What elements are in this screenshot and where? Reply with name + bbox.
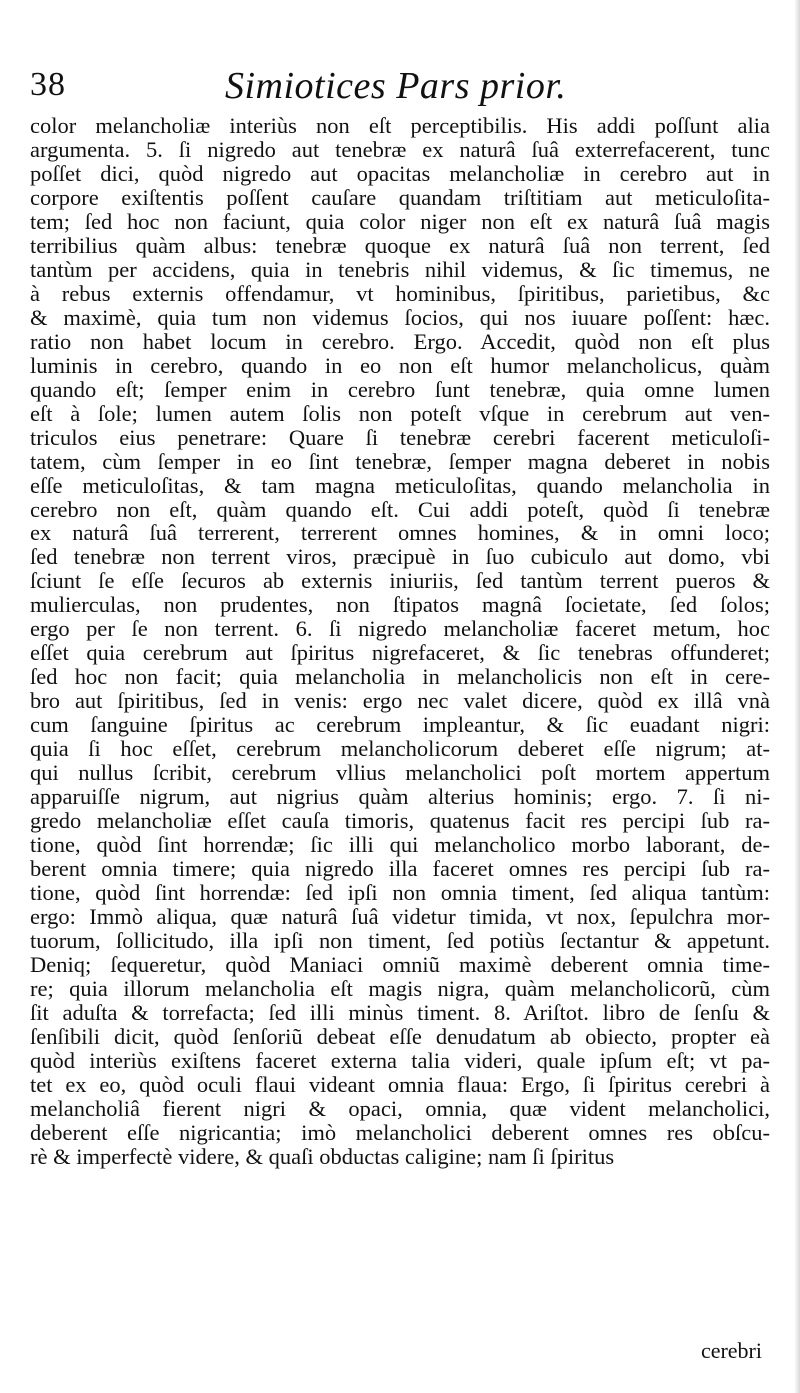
text-line: tatem, cùm ſemper in eo ſint tenebræ, ſemper magna deberet in nobis [30, 448, 770, 474]
text-line: Deniq; ſequeretur, quòd Maniaci omniũ maximè deberent omnia time- [30, 951, 770, 977]
page-header [30, 62, 770, 110]
text-line: quòd interiùs exiſtens faceret externa talia videri, quale ipſum eſt; vt pa- [30, 1047, 770, 1073]
text-line: eſſet quia cerebrum aut ſpiritus nigrefaceret, & ſic tenebras offunderet; [30, 640, 770, 666]
body-text [30, 114, 770, 1169]
text-line: melancholiâ fierent nigri & opaci, omnia, quæ vident melancholici, [30, 1095, 770, 1121]
text-line: & maximè, quia tum non videmus ſocios, qui nos iuuare poſſent: hæc. [30, 304, 770, 330]
page-number: 38 [30, 66, 66, 103]
text-line: tem; ſed hoc non faciunt, quia color niger non eſt ex naturâ ſuâ magis [30, 208, 770, 234]
text-line: qui nullus ſcribit, cerebrum vllius melancholici poſt mortem appertum [30, 760, 770, 786]
text-line: tione, quòd ſint horrendæ; ſic illi qui melancholico morbo laborant, de- [30, 832, 770, 858]
text-line: tet ex eo, quòd oculi flaui videant omnia flaua: Ergo, ſi ſpiritus cerebri à [30, 1071, 770, 1097]
text-line: color melancholiæ interiùs non eſt perceptibilis. His addi poſſunt alia [30, 113, 770, 138]
text-line: ſed tenebræ non terrent viros, præcipuè in ſuo cubiculo aut domo, vbi [30, 544, 770, 570]
text-line: corpore exiſtentis poſſent cauſare quandam triſtitiam aut meticuloſita- [30, 184, 770, 210]
text-line: ex naturâ ſuâ terrerent, terrerent omnes homines, & in omni loco; [30, 520, 770, 546]
text-line: ergo per ſe non terrent. 6. ſi nigredo melancholiæ faceret metum, hoc [30, 616, 770, 642]
text-line: eſſe meticuloſitas, & tam magna meticuloſitas, quando melancholia in [30, 472, 770, 498]
text-line: bro aut ſpiritibus, ſed in venis: ergo nec valet dicere, quòd ex illâ vnà [30, 688, 770, 714]
text-line: luminis in cerebro, quando in eo non eſt humor melancholicus, quàm [30, 352, 770, 378]
text-line: terribilius quàm albus: tenebræ quoque ex naturâ ſuâ non terrent, ſed [30, 232, 770, 258]
text-line: eſt à ſole; lumen autem ſolis non poteſt vſque in cerebrum aut ven- [30, 400, 770, 426]
text-line: deberent eſſe nigricantia; imò melancholici deberent omnes res obſcu- [30, 1119, 770, 1145]
text-line: rè & imperfectè videre, & quaſi obductas caligine; nam ſi ſpiritus [30, 1143, 615, 1169]
text-line: tantùm per accidens, quia in tenebris nihil videmus, & ſic timemus, ne [30, 256, 770, 282]
text-line: ergo: Immò aliqua, quæ naturâ ſuâ videtur timida, vt nox, ſepulchra mor- [30, 903, 770, 929]
text-line: ſenſibili dicit, quòd ſenſoriũ debeat eſſe denudatum ab obiecto, propter eà [30, 1023, 770, 1049]
text-line: tuorum, ſollicitudo, illa ipſi non timent, ſed potiùs ſectantur & appetunt. [30, 927, 770, 953]
text-line: triculos eius penetrare: Quare ſi tenebræ cerebri facerent meticuloſi- [30, 424, 770, 450]
text-line: poſſet dici, quòd nigredo aut opacitas melancholiæ in cerebro aut in [30, 160, 770, 186]
catchword: cerebri [700, 1338, 762, 1363]
text-line: berent omnia timere; quia nigredo illa faceret omnes res percipi ſub ra- [30, 856, 770, 882]
text-line: ſciunt ſe eſſe ſecuros ab externis iniuriis, ſed tantùm terrent pueros & [30, 568, 770, 594]
text-line: mulierculas, non prudentes, non ſtipatos magnâ ſocietate, ſed ſolos; [30, 592, 770, 618]
page-edge-shadow [794, 0, 800, 1393]
text-line: quia ſi hoc eſſet, cerebrum melancholicorum deberet eſſe nigrum; at- [30, 736, 770, 762]
text-line: cum ſanguine ſpiritus ac cerebrum impleantur, & ſic euadant nigri: [30, 712, 770, 738]
text-line: tione, quòd ſint horrendæ: ſed ipſi non omnia timent, ſed aliqua tantùm: [30, 880, 770, 905]
text-line: apparuiſſe nigrum, aut nigrius quàm alterius hominis; ergo. 7. ſi ni- [30, 784, 770, 810]
text-line: quando eſt; ſemper enim in cerebro ſunt tenebræ, quia omne lumen [30, 376, 770, 402]
text-line: argumenta. 5. ſi nigredo aut tenebræ ex naturâ ſuâ exterrefacerent, tunc [30, 136, 770, 162]
running-title: Simiotices Pars prior. [225, 65, 567, 107]
text-line: ſed hoc non facit; quia melancholia in melancholicis non eſt in cere- [30, 664, 770, 690]
text-line: cerebro non eſt, quàm quando eſt. Cui addi poteſt, quòd ſi tenebræ [30, 496, 770, 522]
text-line: à rebus externis offendamur, vt hominibus, ſpiritibus, parietibus, &c [30, 280, 770, 306]
text-line: re; quia illorum melancholia eſt magis nigra, quàm melancholicorũ, cùm [30, 975, 770, 1001]
text-line: gredo melancholiæ eſſet cauſa timoris, quatenus facit res percipi ſub ra- [30, 808, 770, 834]
text-line: ſit aduſta & torrefacta; ſed illi minùs timent. 8. Ariſtot. libro de ſenſu & [30, 999, 770, 1025]
text-line: ratio non habet locum in cerebro. Ergo. Accedit, quòd non eſt plus [30, 328, 770, 354]
